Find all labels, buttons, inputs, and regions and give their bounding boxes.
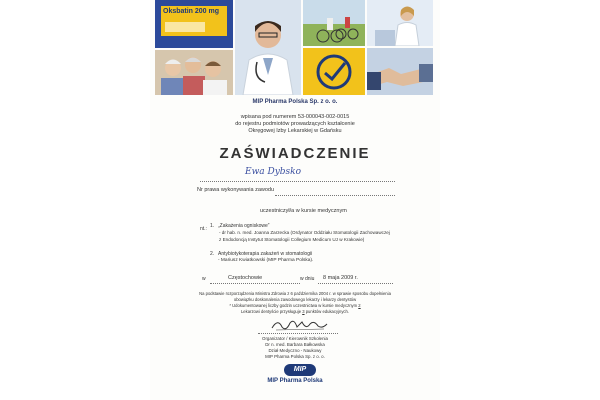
signature-line-4: MIP Pharma Polska Sp. z o. o.: [265, 354, 325, 359]
legal-line-1: Na podstawie rozporządzenia Ministra Zdrowia z 6 października 2004 r. w sprawie sposobu dopełnienia: [199, 291, 391, 296]
product-box-label: Oksbatin 200 mg: [163, 8, 220, 15]
footer-company: MIP Pharma Polska: [267, 378, 323, 384]
participation-text: uczestniczył/a w kursie medycznym: [260, 208, 347, 214]
course-2-line-1: - Mariusz Kwiatkowski (MIP Pharma Polska).: [218, 258, 314, 263]
registry-number: 53-000043-002-0015: [297, 114, 350, 120]
date-dotted-line: [318, 283, 393, 284]
registry-line-3: Okręgowej Izby Lekarskiej w Gdańsku: [248, 128, 342, 134]
place-dotted-line: [210, 283, 300, 284]
registry-prefix: wpisana pod numerem: [240, 114, 297, 120]
clock-logo-tile: [303, 48, 365, 95]
mip-logo-text: MIP: [293, 366, 307, 373]
recipient-name: Ewa Dybsko: [245, 167, 302, 177]
date-label: w dniu: [300, 276, 315, 282]
nurse-photo: [367, 0, 433, 46]
course-2-title: Antybiotykoterapia zakażeń w stomatologii: [218, 251, 313, 257]
points-label: Lekarzowi dentyście przysługuje: [240, 309, 302, 314]
certificate-title: ZAŚWIADCZENIE: [219, 145, 371, 162]
name-dotted-line: [200, 181, 395, 182]
signature: [270, 318, 330, 332]
signature-line-2: Dr n. med. Barbara Bałkowska: [265, 342, 325, 347]
course-2-number: 2.: [210, 251, 215, 257]
doctor-photo: [235, 0, 301, 95]
points-suffix: punktów edukacyjnych.: [305, 309, 350, 314]
hours-label: * Udokumentowanej liczby godzin uczestnictwa w kursie medycznym: [229, 303, 358, 308]
points-value: 3: [302, 309, 305, 314]
course-1-line-2: z Endodoncją Instytut Stomatologii Collegium Medicum UJ w Krakowie): [219, 237, 365, 242]
legal-line-4: [155, 309, 435, 314]
signature-line-3: Dział Medyczno - Naukowy: [268, 348, 322, 353]
mip-logo: [284, 364, 316, 376]
place-label: w: [202, 276, 206, 282]
handshake-photo: [367, 48, 433, 95]
hours-value: 2: [358, 303, 361, 308]
seniors-photo: [155, 50, 233, 95]
photo-collage: [155, 0, 433, 95]
cyclists-photo: [303, 0, 365, 46]
place-value: Częstochowie: [228, 275, 263, 281]
legal-line-3: [155, 303, 435, 308]
course-1-number: 1.: [210, 223, 215, 229]
registry-line-1: [155, 114, 435, 120]
signature-line: [258, 333, 338, 334]
license-dotted-line: [275, 195, 395, 196]
company-header: MIP Pharma Polska Sp. z o. o.: [252, 99, 338, 105]
product-box-photo: [155, 0, 233, 48]
course-1-line-1: - dr hab. n. med. Joanna Zarzecka (Ordynator Oddziału Stomatologii Zachowawczej: [219, 230, 390, 235]
license-label: Nr prawa wykonywania zawodu: [197, 187, 275, 193]
date-value: 8 maja 2009 r.: [323, 275, 358, 281]
course-1-title: „Zakażenia ogniskowe”: [218, 223, 270, 229]
legal-line-2: obowiązku doskonalenia zawodowego lekarzy i lekarzy dentystów: [233, 297, 357, 302]
course-label: nt.:: [200, 226, 207, 232]
registry-line-2: do rejestru podmiotów prowadzących kształcenie: [235, 121, 355, 127]
signature-line-1: Organizator / Kierownik Szkolenia: [262, 336, 328, 341]
